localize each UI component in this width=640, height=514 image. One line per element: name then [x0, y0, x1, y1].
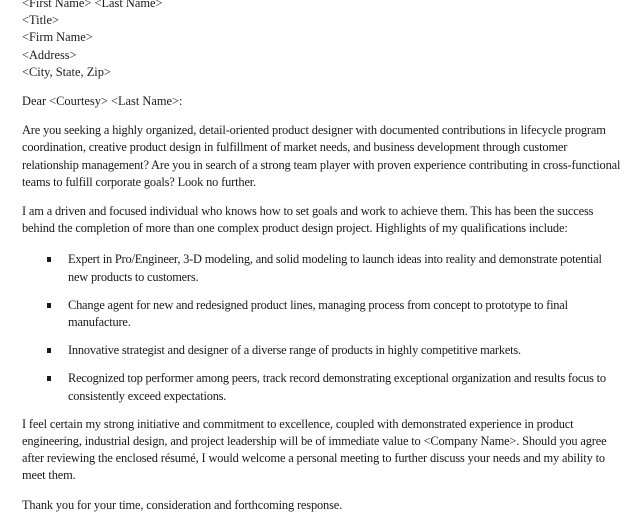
- thank-you-paragraph: Thank you for your time, consideration and forthcoming response.: [22, 497, 343, 512]
- highlight-text: Expert in Pro/Engineer, 3-D modeling, and solid modeling to launch ideas into reality and demonstrate potential new products to customers.: [68, 252, 602, 284]
- list-item: [22, 251, 622, 285]
- recipient-title: <Title>: [22, 13, 59, 28]
- closing-value-paragraph: I feel certain my strong initiative and commitment to excellence, coupled with demonstrated experience in product engineering, industrial design, and project leadership will be of immediate value to <Company Name>. Should you agree after reviewing the enclosed résumé, I would welcome a personal meeting to further discuss your needs and my ability to meet them.: [22, 416, 607, 483]
- salutation: Dear <Courtesy> <Last Name>:: [22, 94, 183, 109]
- recipient-city-state-zip: <City, State, Zip>: [22, 64, 111, 79]
- bullet-icon: [47, 376, 51, 381]
- recipient-name: <First Name> <Last Name>: [22, 0, 163, 10]
- cover-letter-document: [22, 0, 622, 514]
- highlight-text: Recognized top performer among peers, track record demonstrating exceptional organization and results focus to consistently exceed expectations.: [68, 371, 606, 403]
- recipient-address: <Address>: [22, 47, 77, 62]
- highlights-list: [22, 251, 622, 404]
- highlight-text: Change agent for new and redesigned product lines, managing process from concept to prototype to final manufacture.: [68, 297, 568, 330]
- list-item: [22, 342, 622, 359]
- recipient-address-block: [22, 0, 622, 81]
- list-item: [22, 297, 622, 331]
- qualifications-intro-paragraph: I am a driven and focused individual who knows how to set goals and work to achieve them. This has been the success behind the completion of more than one complex product design project. Highlights of my qualifications include:: [22, 204, 594, 236]
- bullet-icon: [47, 303, 51, 308]
- recipient-firm: <Firm Name>: [22, 30, 93, 45]
- bullet-icon: [47, 257, 51, 262]
- list-item: [22, 370, 622, 404]
- highlight-text: Innovative strategist and designer of a diverse range of products in highly competitive markets.: [68, 343, 521, 358]
- intro-paragraph: Are you seeking a highly organized, detail-oriented product designer with documented contributions in lifecycle program coordination, creative product design in fulfillment of market needs, and business development through customer relationship management? Are you in search of a strong team player with proven experience contributing in cross-functional teams to fulfill corporate goals? Look no further.: [22, 123, 621, 189]
- bullet-icon: [47, 348, 51, 353]
